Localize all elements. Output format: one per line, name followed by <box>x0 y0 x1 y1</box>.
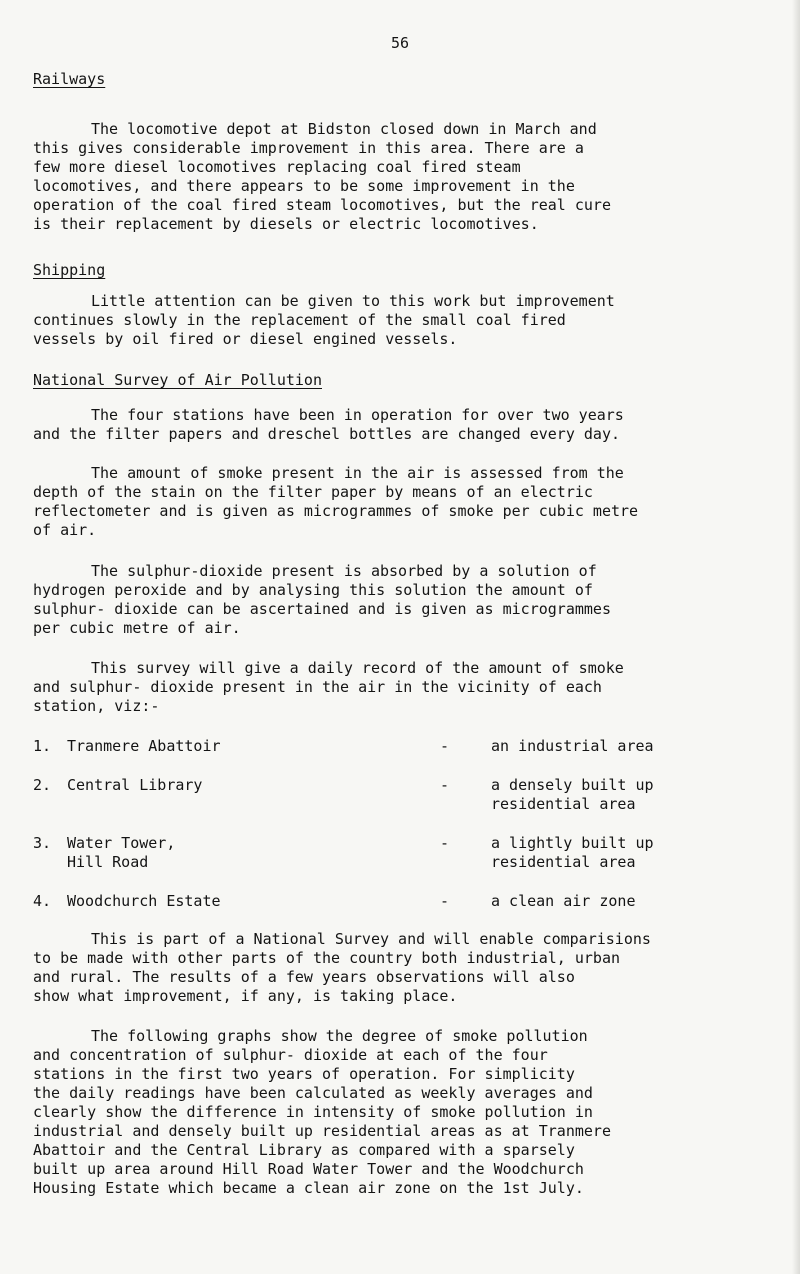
paragraph-survey-5 <box>33 930 773 1006</box>
text-line: this gives considerable improvement in this area. There are a <box>33 139 584 157</box>
station-number: 1. <box>33 737 52 755</box>
station-description: a densely built up residential area <box>491 776 654 813</box>
station-name: Woodchurch Estate <box>67 892 221 910</box>
station-dash: - <box>440 737 450 755</box>
station-number: 3. <box>33 834 52 852</box>
text-line: locomotives, and there appears to be some improvement in the <box>33 177 575 195</box>
text-line: reflectometer and is given as microgrammes of smoke per cubic metre <box>33 502 639 520</box>
text-line: Abattoir and the Central Library as compared with a sparsely <box>33 1141 575 1159</box>
text-line: The locomotive depot at Bidston closed down in March and <box>91 120 597 138</box>
paragraph-shipping <box>33 292 773 349</box>
text-line: to be made with other parts of the country both industrial, urban <box>33 949 620 967</box>
text-line: vessels by oil fired or diesel engined vessels. <box>33 330 458 348</box>
text-line: stations in the first two years of operation. For simplicity <box>33 1065 575 1083</box>
heading-railways: Railways <box>33 70 106 88</box>
text-line: is their replacement by diesels or electric locomotives. <box>33 215 539 233</box>
text-line: station, viz:- <box>33 697 160 715</box>
paragraph-survey-4 <box>33 659 773 716</box>
station-description: a clean air zone <box>491 892 636 910</box>
station-name: Water Tower, Hill Road <box>67 834 176 871</box>
text-line: sulphur- dioxide can be ascertained and is given as microgrammes <box>33 600 611 618</box>
station-name: Tranmere Abattoir <box>67 737 221 755</box>
paragraph-survey-6 <box>33 1027 773 1198</box>
station-number: 4. <box>33 892 52 910</box>
station-description: a lightly built up residential area <box>491 834 654 871</box>
station-description: an industrial area <box>491 737 654 755</box>
paragraph-railways <box>33 120 773 234</box>
text-line: industrial and densely built up residential areas as at Tranmere <box>33 1122 611 1140</box>
text-line: depth of the stain on the filter paper by means of an electric <box>33 483 593 501</box>
text-line: The sulphur-dioxide present is absorbed by a solution of <box>91 562 597 580</box>
text-line: built up area around Hill Road Water Tower and the Woodchurch <box>33 1160 584 1178</box>
station-dash: - <box>440 892 450 910</box>
page-number: 56 <box>390 34 410 52</box>
text-line: Housing Estate which became a clean air zone on the 1st July. <box>33 1179 584 1197</box>
text-line: This is part of a National Survey and will enable comparisions <box>91 930 651 948</box>
text-line: Little attention can be given to this work but improvement <box>91 292 615 310</box>
text-line: The four stations have been in operation for over two years <box>91 406 624 424</box>
station-dash: - <box>440 834 450 852</box>
text-line: and the filter papers and dreschel bottles are changed every day. <box>33 425 620 443</box>
paragraph-survey-2 <box>33 464 773 540</box>
text-line: clearly show the difference in intensity of smoke pollution in <box>33 1103 593 1121</box>
text-line: continues slowly in the replacement of the small coal fired <box>33 311 566 329</box>
station-name: Central Library <box>67 776 203 794</box>
text-line: the daily readings have been calculated as weekly averages and <box>33 1084 593 1102</box>
paragraph-survey-1 <box>33 406 773 444</box>
text-line: and rural. The results of a few years observations will also <box>33 968 575 986</box>
text-line: per cubic metre of air. <box>33 619 241 637</box>
text-line: of air. <box>33 521 97 539</box>
paragraph-survey-3 <box>33 562 773 638</box>
text-line: show what improvement, if any, is taking place. <box>33 987 458 1005</box>
text-line: The amount of smoke present in the air is assessed from the <box>91 464 624 482</box>
text-line: hydrogen peroxide and by analysing this solution the amount of <box>33 581 593 599</box>
text-line: This survey will give a daily record of the amount of smoke <box>91 659 624 677</box>
station-dash: - <box>440 776 450 794</box>
text-line: and concentration of sulphur- dioxide at each of the four <box>33 1046 548 1064</box>
text-line: The following graphs show the degree of smoke pollution <box>91 1027 588 1045</box>
text-line: and sulphur- dioxide present in the air in the vicinity of each <box>33 678 602 696</box>
heading-national-survey: National Survey of Air Pollution <box>33 371 322 389</box>
heading-shipping: Shipping <box>33 261 106 279</box>
text-line: few more diesel locomotives replacing coal fired steam <box>33 158 521 176</box>
page-edge-shadow <box>792 0 800 1274</box>
station-number: 2. <box>33 776 52 794</box>
text-line: operation of the coal fired steam locomotives, but the real cure <box>33 196 611 214</box>
